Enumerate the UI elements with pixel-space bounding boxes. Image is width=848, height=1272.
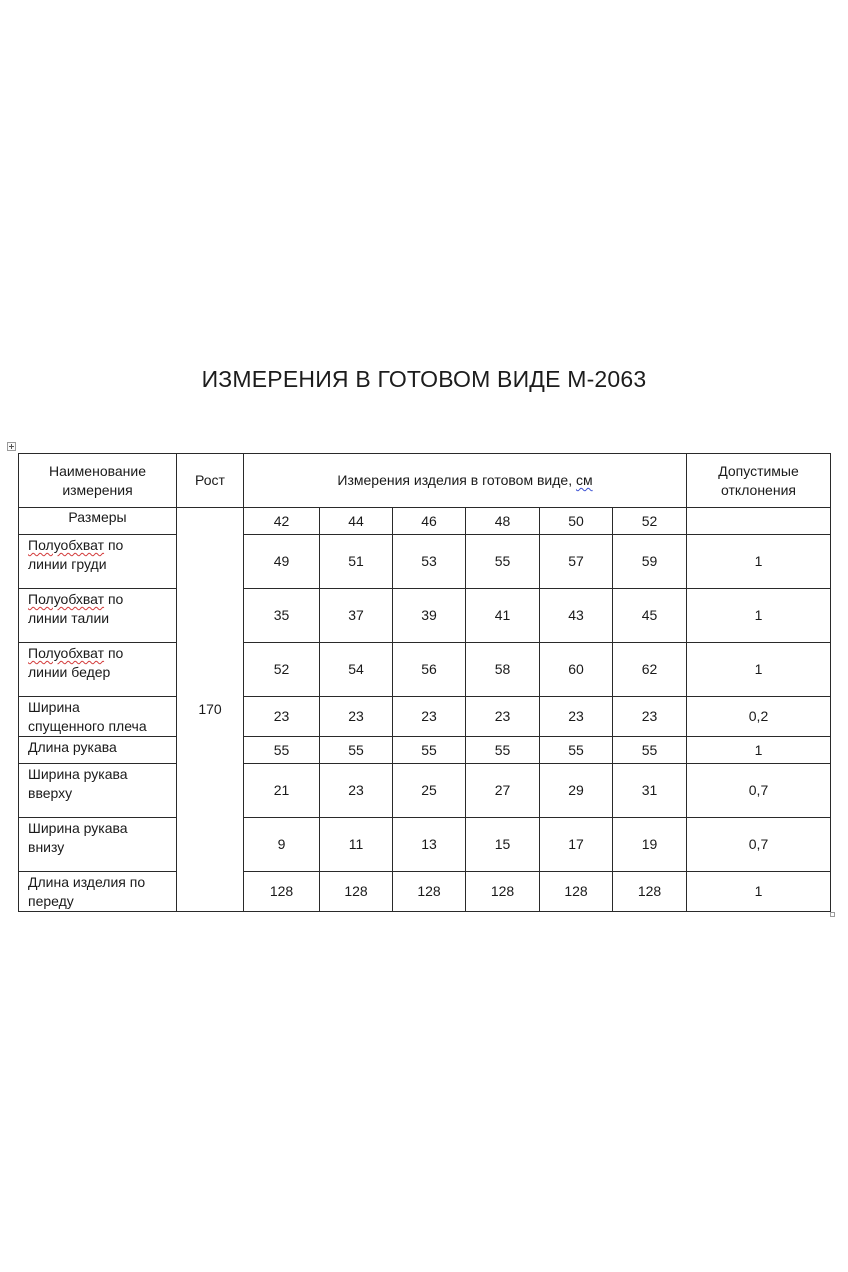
value-cell: 23	[393, 697, 466, 737]
tolerance-cell: 0,2	[687, 697, 831, 737]
rost-value: 170	[177, 508, 244, 912]
value-cell: 23	[244, 697, 320, 737]
value-cell: 41	[466, 589, 540, 643]
value-cell: 45	[613, 589, 687, 643]
value-cell: 60	[540, 643, 613, 697]
value-cell: 57	[540, 535, 613, 589]
size-cell: 42	[244, 508, 320, 535]
value-cell: 23	[466, 697, 540, 737]
header-measurements-unit: см	[575, 472, 593, 488]
value-cell: 35	[244, 589, 320, 643]
table-row	[19, 764, 831, 818]
value-cell: 55	[540, 737, 613, 764]
value-cell: 55	[613, 737, 687, 764]
header-tolerance-line2: отклонения	[721, 481, 796, 498]
value-cell: 53	[393, 535, 466, 589]
value-cell: 15	[466, 818, 540, 872]
table-resize-handle-icon[interactable]	[830, 912, 835, 917]
sizes-row	[19, 508, 831, 535]
table-row	[19, 643, 831, 697]
value-cell: 25	[393, 764, 466, 818]
header-name-cell	[19, 454, 177, 508]
row-label: Ширина рукава внизу	[19, 818, 177, 872]
sizes-label: Размеры	[19, 508, 177, 535]
value-cell: 39	[393, 589, 466, 643]
value-cell: 23	[320, 697, 393, 737]
value-cell: 54	[320, 643, 393, 697]
header-tolerance-cell	[687, 454, 831, 508]
value-cell: 55	[466, 535, 540, 589]
value-cell: 37	[320, 589, 393, 643]
header-measurements-text: Измерения изделия в готовом виде,	[337, 472, 576, 488]
value-cell: 27	[466, 764, 540, 818]
value-cell: 23	[320, 764, 393, 818]
value-cell: 9	[244, 818, 320, 872]
value-cell: 11	[320, 818, 393, 872]
value-cell: 55	[320, 737, 393, 764]
table-row	[19, 697, 831, 737]
value-cell: 128	[540, 872, 613, 912]
tolerance-cell: 1	[687, 643, 831, 697]
table-row	[19, 589, 831, 643]
value-cell: 128	[320, 872, 393, 912]
row-label: Полуобхват по линии груди	[19, 535, 177, 589]
value-cell: 49	[244, 535, 320, 589]
header-name-line2: измерения	[62, 481, 133, 498]
header-rost-cell: Рост	[177, 454, 244, 508]
value-cell: 23	[540, 697, 613, 737]
value-cell: 29	[540, 764, 613, 818]
value-cell: 51	[320, 535, 393, 589]
value-cell: 128	[466, 872, 540, 912]
size-tolerance-empty	[687, 508, 831, 535]
value-cell: 55	[466, 737, 540, 764]
tolerance-cell: 1	[687, 872, 831, 912]
row-label: Ширина рукава вверху	[19, 764, 177, 818]
tolerance-cell: 1	[687, 589, 831, 643]
table-row	[19, 737, 831, 764]
table-move-handle-icon[interactable]	[7, 442, 16, 451]
header-row	[19, 454, 831, 508]
value-cell: 31	[613, 764, 687, 818]
tolerance-cell: 0,7	[687, 818, 831, 872]
value-cell: 17	[540, 818, 613, 872]
row-label: Полуобхват по линии талии	[19, 589, 177, 643]
header-measurements-cell	[244, 454, 687, 508]
header-tolerance-line1: Допустимые	[718, 462, 799, 479]
tolerance-cell: 1	[687, 535, 831, 589]
row-label: Полуобхват по линии бедер	[19, 643, 177, 697]
value-cell: 13	[393, 818, 466, 872]
value-cell: 55	[393, 737, 466, 764]
row-label: Длина рукава	[19, 737, 177, 764]
document-title: ИЗМЕРЕНИЯ В ГОТОВОМ ВИДЕ М-2063	[201, 366, 647, 392]
value-cell: 62	[613, 643, 687, 697]
size-cell: 46	[393, 508, 466, 535]
size-cell: 48	[466, 508, 540, 535]
value-cell: 21	[244, 764, 320, 818]
tolerance-cell: 0,7	[687, 764, 831, 818]
value-cell: 23	[613, 697, 687, 737]
table-row	[19, 872, 831, 912]
table-row	[19, 818, 831, 872]
size-cell: 44	[320, 508, 393, 535]
table-row	[19, 535, 831, 589]
row-label: Длина изделия по переду	[19, 872, 177, 912]
value-cell: 128	[244, 872, 320, 912]
value-cell: 19	[613, 818, 687, 872]
value-cell: 58	[466, 643, 540, 697]
value-cell: 56	[393, 643, 466, 697]
size-cell: 52	[613, 508, 687, 535]
value-cell: 128	[613, 872, 687, 912]
value-cell: 59	[613, 535, 687, 589]
tolerance-cell: 1	[687, 737, 831, 764]
header-name-line1: Наименование	[48, 462, 147, 479]
value-cell: 52	[244, 643, 320, 697]
row-label: Ширина спущенного плеча	[19, 697, 177, 737]
value-cell: 55	[244, 737, 320, 764]
value-cell: 43	[540, 589, 613, 643]
measurements-table	[18, 453, 831, 912]
value-cell: 128	[393, 872, 466, 912]
size-cell: 50	[540, 508, 613, 535]
